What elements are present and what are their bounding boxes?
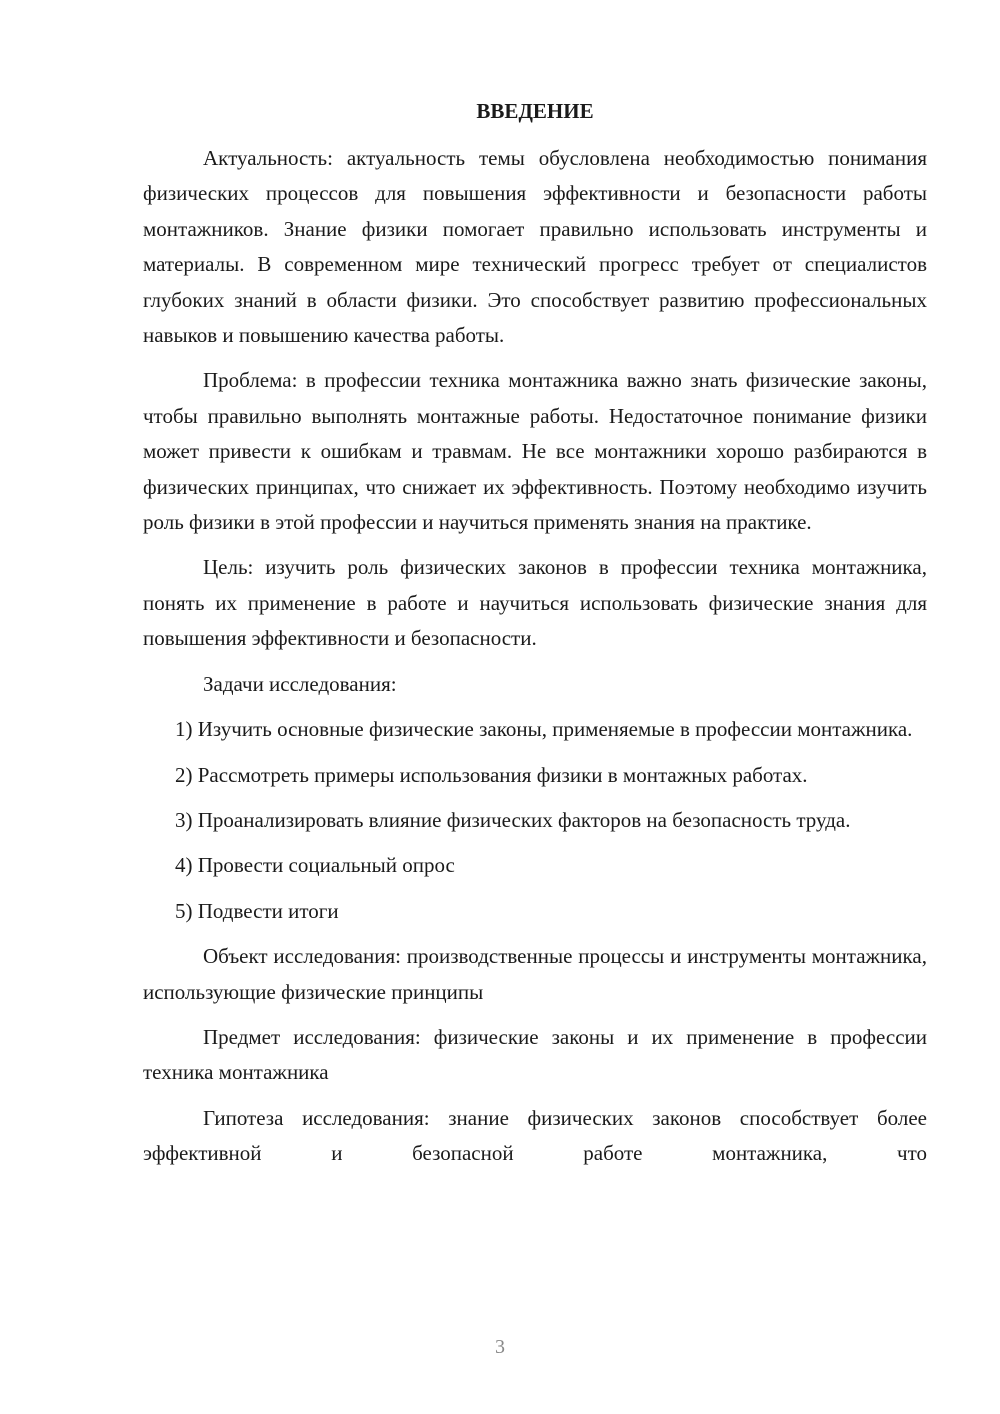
paragraph-relevance: Актуальность: актуальность темы обусловлена необходимостью понимания физических процессов для повышения эффективности и безопасности работы монтажников. Знание физики помогает правильно использовать инструменты и материалы. В современном мире технический прогресс требует от специалистов глубоких знаний в области физики. Это способствует развитию профессиональных навыков и повышению качества работы. (143, 146, 927, 348)
page-content (143, 94, 927, 1182)
paragraph-hypothesis: Гипотеза исследования: знание физических законов способствует более эффективной и безопасной работе монтажника, что (143, 1105, 927, 1166)
task-item: 1) Изучить основные физические законы, применяемые в профессии монтажника. (175, 717, 913, 742)
task-item: 3) Проанализировать влияние физических факторов на безопасность труда. (175, 807, 851, 832)
paragraph-goal: Цель: изучить роль физических законов в профессии техника монтажника, понять их применение в работе и научиться использовать физические знания для повышения эффективности и безопасности. (143, 555, 927, 651)
page-title: ВВЕДЕНИЕ (476, 99, 594, 123)
task-item: 4) Провести социальный опрос (175, 853, 455, 878)
paragraph-problem: Проблема: в профессии техника монтажника важно знать физические законы, чтобы правильно выполнять монтажные работы. Недостаточное понимание физики может привести к ошибкам и травмам. Не все монтажники хорошо разбираются в физических принципах, что снижает их эффективность. Поэтому необходимо изучить роль физики в этой профессии и научиться применять знания на практике. (143, 368, 927, 535)
tasks-heading: Задачи исследования: (203, 671, 397, 696)
page-number: 3 (495, 1336, 505, 1358)
task-item: 5) Подвести итоги (175, 898, 339, 923)
task-item: 2) Рассмотреть примеры использования физики в монтажных работах. (175, 762, 808, 787)
paragraph-object: Объект исследования: производственные процессы и инструменты монтажника, использующие физические принципы (143, 944, 927, 1004)
paragraph-subject: Предмет исследования: физические законы и их применение в профессии техника монтажника (143, 1024, 927, 1085)
